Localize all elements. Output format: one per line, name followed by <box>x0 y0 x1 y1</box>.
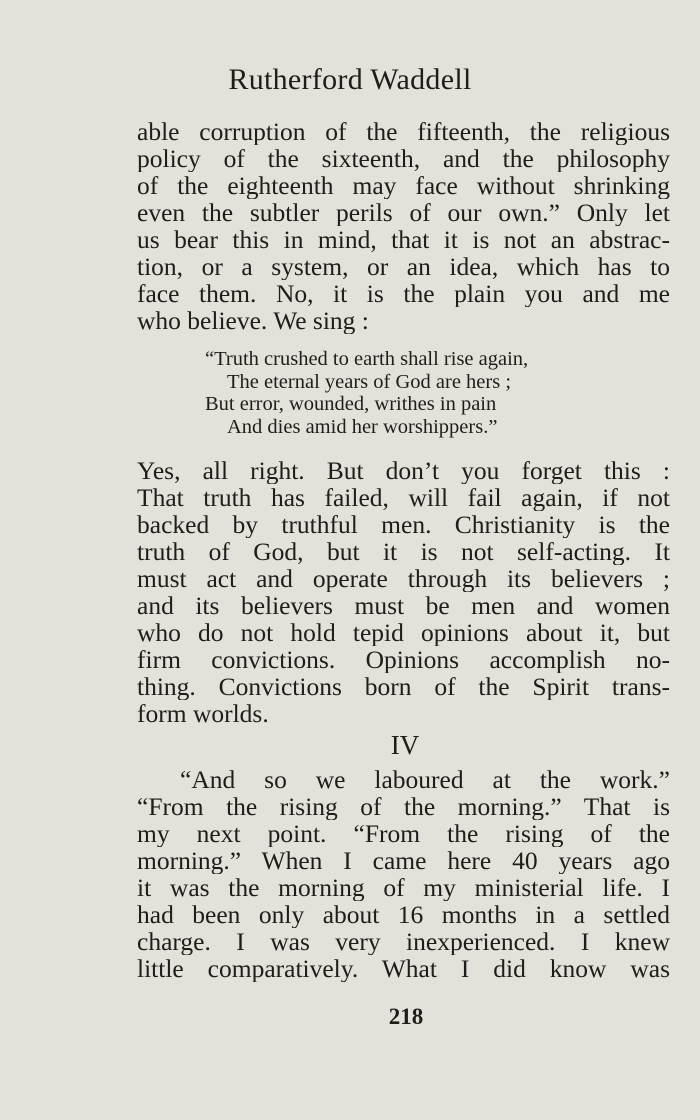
text-line: little comparatively. What I did know was <box>137 955 670 982</box>
verse-line: But error, wounded, writhes in pain <box>205 393 497 415</box>
section-numeral: IV <box>390 730 420 760</box>
text-line: had been only about 16 months in a settled <box>137 901 670 928</box>
text-line: must act and operate through its believers ; <box>137 565 670 592</box>
paragraph-2 <box>137 457 670 727</box>
text-line: even the subtler perils of our own.” Only let <box>137 199 670 226</box>
text-line: my next point. “From the rising of the <box>137 820 670 847</box>
paragraph-1 <box>137 118 670 334</box>
text-line: That truth has failed, will fail again, if not <box>137 484 670 511</box>
text-line: who believe. We sing : <box>137 307 369 334</box>
verse-quotation <box>137 348 670 438</box>
running-head: Rutherford Waddell <box>228 63 472 96</box>
text-line: thing. Convictions born of the Spirit trans- <box>137 673 670 700</box>
text-line: “And so we laboured at the work.” <box>180 766 670 793</box>
text-line: truth of God, but it is not self-acting. It <box>137 538 670 565</box>
text-line: of the eighteenth may face without shrinking <box>137 172 670 199</box>
verse-line: “Truth crushed to earth shall rise again, <box>205 348 529 370</box>
page-number: 218 <box>388 1004 424 1029</box>
text-line: form worlds. <box>137 700 269 727</box>
text-line: face them. No, it is the plain you and me <box>137 280 670 307</box>
text-line: us bear this in mind, that it is not an abstrac- <box>137 226 670 253</box>
text-line: and its believers must be men and women <box>137 592 670 619</box>
text-line: it was the morning of my ministerial life. I <box>137 874 670 901</box>
text-line: who do not hold tepid opinions about it, but <box>137 619 670 646</box>
text-line: policy of the sixteenth, and the philosophy <box>137 145 670 172</box>
text-line: tion, or a system, or an idea, which has to <box>137 253 670 280</box>
verse-line: And dies amid her worshippers.” <box>227 415 498 438</box>
text-line: morning.” When I came here 40 years ago <box>137 847 670 874</box>
text-line: able corruption of the fifteenth, the religious <box>137 118 670 145</box>
text-line: backed by truthful men. Christianity is the <box>137 511 670 538</box>
text-line: firm convictions. Opinions accomplish no- <box>137 646 670 673</box>
verse-line: The eternal years of God are hers ; <box>227 370 512 393</box>
paragraph-3 <box>137 766 670 982</box>
text-line: “From the rising of the morning.” That is <box>137 793 670 820</box>
text-line: charge. I was very inexperienced. I knew <box>137 928 670 955</box>
text-line: Yes, all right. But don’t you forget this : <box>137 457 670 484</box>
